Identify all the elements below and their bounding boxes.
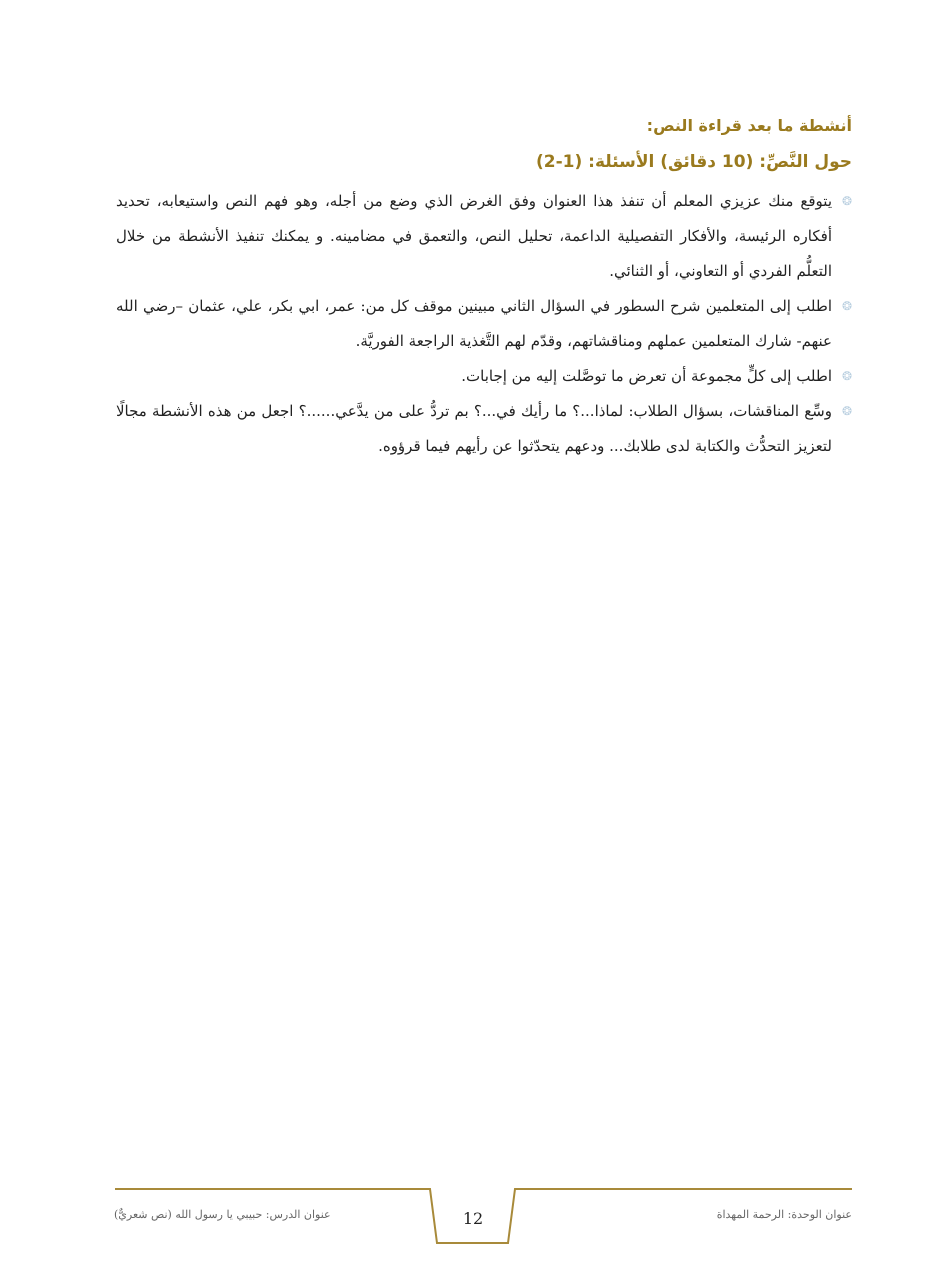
activities-title: أنشطة ما بعد قراءة النص: <box>646 116 852 135</box>
list-item-text: وسِّع المناقشات، بسؤال الطلاب: لماذا...؟ ما رأيك في...؟ بم تردُّ على من يدَّعي......؟ اجعل من هذه الأنشطة مجالًا لتعزيز التحدُّث والكتابة لدى طلابك... ودعهم يتحدّثوا عن رأيهم فيما قرؤوه. <box>116 402 832 455</box>
activities-subtitle: حول النَّصِّ: (10 دقائق) الأسئلة: (1-2) <box>535 152 852 172</box>
ornament-bullet-icon: ❂ <box>841 299 852 313</box>
page-number: 12 <box>462 1209 484 1228</box>
lesson-title: عنوان الدرس: حبيبي يا رسول الله (نص شعريٌّ) <box>114 1208 331 1221</box>
ornament-bullet-icon: ❂ <box>841 404 852 418</box>
list-item-text: اطلب إلى كلٍّ مجموعة أن تعرض ما توصَّلت إليه من إجابات. <box>461 367 832 385</box>
list-item-text: يتوقع منك عزيزي المعلم أن تنفذ هذا العنوان وفق الغرض الذي وضع من أجله، وهو فهم النص واستيعابه، تحديد أفكاره الرئيسة، والأفكار التفصيلية الداعمة، تحليل النص، والتعمق في مضامينه. و يمكنك تنفيذ الأنشطة من خلال التعلُّم الفردي أو التعاوني، أو الثنائي. <box>116 192 832 280</box>
unit-title: عنوان الوحدة: الرحمة المهداة <box>716 1208 852 1221</box>
ornament-bullet-icon: ❂ <box>841 369 852 383</box>
list-item-text: اطلب إلى المتعلمين شرح السطور في السؤال الثاني مبينين موقف كل من: عمر، ابي بكر، علي، عثمان –رضي الله عنهم- شارك المتعلمين عملهم ومناقشاتهم، وقدّم لهم التَّغذية الراجعة الفوريَّة. <box>116 297 832 350</box>
ornament-bullet-icon: ❂ <box>841 194 852 208</box>
